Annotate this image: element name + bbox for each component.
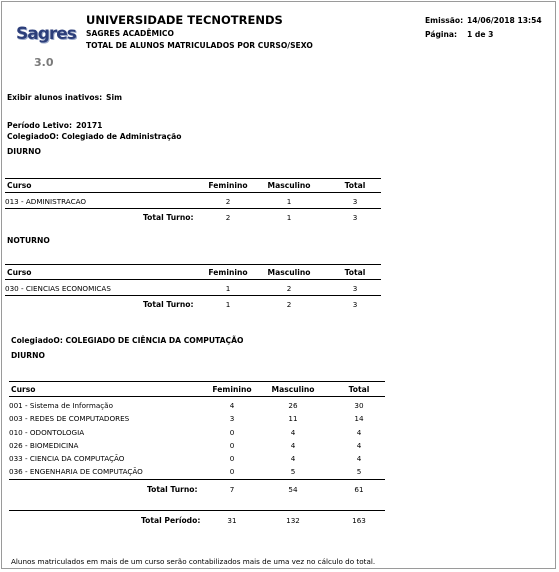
table-row-total: 4 (356, 454, 362, 463)
shift-total-total: 61 (354, 485, 364, 494)
table-row-female: 0 (229, 441, 235, 450)
row-rule (9, 479, 385, 480)
shift-total-label: Total Turno: (143, 300, 194, 309)
table-row-course: 013 - ADMINISTRACAO (5, 197, 87, 206)
table-row-female: 0 (229, 467, 235, 476)
table-row-course: 036 - ENGENHARIA DE COMPUTAÇÃO (9, 467, 143, 476)
table-row-total: 3 (352, 284, 358, 293)
system-name: SAGRES ACADÊMICO (86, 29, 174, 38)
colegiado-title: ColegiadoO: COLEGIADO DE CIÊNCIA DA COMPUTAÇÃO (11, 336, 244, 345)
col-header-total: Total (348, 385, 370, 394)
table-row-male: 26 (288, 401, 298, 410)
period-value: 20171 (76, 121, 103, 130)
table-row-male: 4 (290, 441, 296, 450)
emission-value: 14/06/2018 13:54 (467, 16, 542, 25)
table-row-course: 001 - Sistema de Informação (9, 401, 113, 410)
report-title: TOTAL DE ALUNOS MATRICULADOS POR CURSO/SEXO (86, 41, 313, 50)
shift-total-total: 3 (352, 300, 358, 309)
shift-total-male: 54 (288, 485, 298, 494)
period-total-total: 163 (352, 516, 366, 525)
logo-version: 3.0 (34, 56, 54, 69)
shift-title: DIURNO (7, 147, 41, 156)
table-row-male: 11 (288, 414, 298, 423)
shift-total-male: 1 (286, 213, 292, 222)
shift-title: DIURNO (11, 351, 45, 360)
period-total-label: Total Período: (141, 516, 201, 525)
sagres-logo (14, 16, 76, 78)
emission-label: Emissão: (425, 16, 464, 25)
col-header-total: Total (344, 268, 366, 277)
col-header-course: Curso (11, 385, 36, 394)
table-row-female: 3 (229, 414, 235, 423)
table-row-total: 5 (356, 467, 362, 476)
table-row-male: 4 (290, 428, 296, 437)
col-header-male: Masculino (267, 268, 311, 277)
col-header-course: Curso (7, 181, 32, 190)
row-rule (5, 208, 381, 209)
shift-total-male: 2 (286, 300, 292, 309)
table-row-course: 010 - ODONTOLOGIA (9, 428, 85, 437)
col-header-female: Feminino (212, 385, 252, 394)
table-row-male: 1 (286, 197, 292, 206)
col-header-total: Total (344, 181, 366, 190)
page-value: 1 de 3 (467, 30, 494, 39)
table-row-course: 033 - CIENCIA DA COMPUTAÇÃO (9, 454, 125, 463)
table-row-female: 4 (229, 401, 235, 410)
shift-title: NOTURNO (7, 236, 50, 245)
table-row-total: 3 (352, 197, 358, 206)
col-header-female: Feminino (208, 181, 248, 190)
shift-total-label: Total Turno: (147, 485, 198, 494)
logo-word: Sagres (16, 24, 76, 44)
inactive-filter-value: Sim (106, 93, 122, 102)
table-row-male: 2 (286, 284, 292, 293)
period-total-rule (9, 510, 385, 511)
period-total-female: 31 (227, 516, 237, 525)
shift-total-female: 7 (229, 485, 235, 494)
table-row-course: 003 - REDES DE COMPUTADORES (9, 414, 130, 423)
table-row-female: 0 (229, 454, 235, 463)
period-label: Período Letivo: (7, 121, 73, 130)
page-label: Página: (425, 30, 458, 39)
col-header-male: Masculino (267, 181, 311, 190)
table-top-rule (5, 178, 381, 179)
table-row-female: 1 (225, 284, 231, 293)
header-rule (5, 192, 381, 193)
period-total-male: 132 (286, 516, 300, 525)
table-row-course: 030 - CIENCIAS ECONOMICAS (5, 284, 111, 293)
table-row-female: 0 (229, 428, 235, 437)
table-top-rule (9, 381, 385, 382)
shift-total-total: 3 (352, 213, 358, 222)
footer-note: Alunos matriculados em mais de um curso serão contabilizados mais de uma vez no cálculo do total. (11, 557, 376, 566)
table-row-male: 5 (290, 467, 296, 476)
header-rule (9, 396, 385, 397)
table-row-total: 4 (356, 441, 362, 450)
shift-total-female: 1 (225, 300, 231, 309)
table-row-female: 2 (225, 197, 231, 206)
table-row-total: 4 (356, 428, 362, 437)
inactive-filter-label: Exibir alunos inativos: (7, 93, 103, 102)
table-row-total: 30 (354, 401, 364, 410)
table-top-rule (5, 264, 381, 265)
col-header-female: Feminino (208, 268, 248, 277)
institution-name: UNIVERSIDADE TECNOTRENDS (86, 13, 283, 27)
shift-total-female: 2 (225, 213, 231, 222)
row-rule (5, 295, 381, 296)
table-row-total: 14 (354, 414, 364, 423)
colegiado-title: ColegiadoO: Colegiado de Administração (7, 132, 182, 141)
header-rule (5, 279, 381, 280)
table-row-course: 026 - BIOMEDICINA (9, 441, 79, 450)
shift-total-label: Total Turno: (143, 213, 194, 222)
table-row-male: 4 (290, 454, 296, 463)
col-header-male: Masculino (271, 385, 315, 394)
col-header-course: Curso (7, 268, 32, 277)
